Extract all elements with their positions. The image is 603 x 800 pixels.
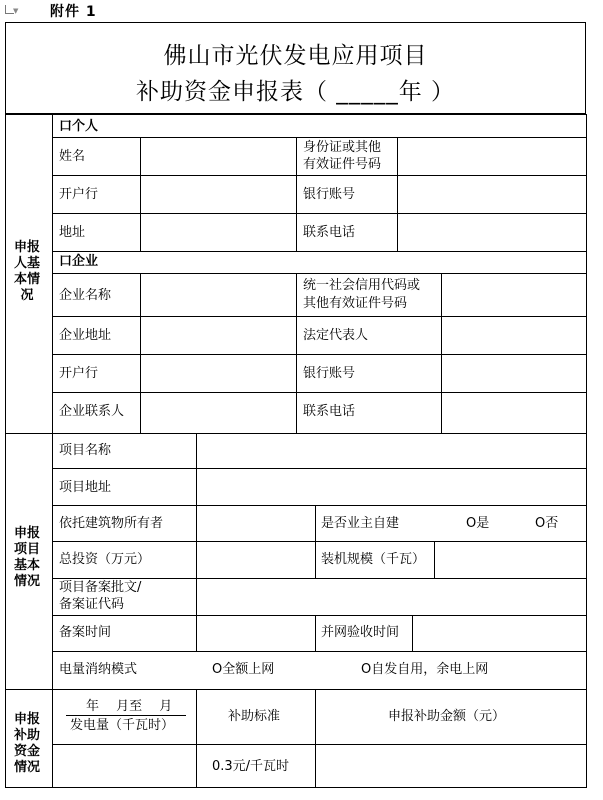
section-applicant-label: 申报 人基 本情 况	[13, 240, 40, 303]
label-standard: 补助标准	[228, 709, 281, 724]
label-period: 年 月至 月	[86, 699, 173, 714]
form-title-line2: 补助资金申报表（ _____年 ）	[135, 79, 456, 105]
individual-checkbox[interactable]: 口个人	[59, 119, 99, 134]
attachment-label: 附件 1	[50, 4, 97, 20]
label-enterprise-bank: 开户行	[59, 366, 99, 381]
label-generation: 发电量（千瓦时）	[70, 718, 175, 733]
radio-no[interactable]: O否	[535, 516, 559, 531]
period-underline	[66, 715, 186, 716]
radio-yes[interactable]: O是	[466, 516, 490, 531]
label-amount: 申报补助金额（元）	[388, 709, 506, 724]
label-project-name: 项目名称	[59, 443, 112, 458]
label-credit-code-1: 统一社会信用代码或	[303, 278, 421, 293]
label-credit-code-2: 其他有效证件号码	[303, 296, 408, 311]
label-phone: 联系电话	[303, 225, 356, 240]
label-address: 地址	[59, 225, 86, 240]
label-investment: 总投资（万元）	[59, 552, 151, 567]
label-legal-rep: 法定代表人	[303, 328, 369, 343]
label-account: 银行账号	[303, 187, 356, 202]
label-enterprise-address: 企业地址	[59, 328, 112, 343]
label-self-built: 是否业主自建	[321, 516, 400, 531]
label-enterprise-contact: 企业联系人	[59, 404, 125, 419]
label-approval-1: 项目备案批文/	[59, 580, 142, 595]
radio-full-grid[interactable]: O全额上网	[212, 662, 275, 677]
label-rate: 0.3元/千瓦时	[212, 759, 290, 774]
label-enterprise-account: 银行账号	[303, 366, 356, 381]
label-name: 姓名	[59, 149, 86, 164]
enterprise-checkbox[interactable]: 口企业	[59, 254, 99, 269]
section-project-label: 申报 项目 基本 情况	[13, 526, 40, 589]
label-enterprise-name: 企业名称	[59, 288, 112, 303]
label-building-owner: 依托建筑物所有者	[59, 516, 164, 531]
label-filing-time: 备案时间	[59, 625, 112, 640]
section-funding-label: 申报 补助 资金 情况	[13, 712, 40, 775]
label-id-number-1: 身份证或其他	[303, 140, 382, 155]
label-approval-2: 备案证代码	[59, 597, 125, 612]
label-bank: 开户行	[59, 187, 99, 202]
label-project-address: 项目地址	[59, 480, 112, 495]
label-capacity: 装机规模（千瓦）	[321, 552, 426, 567]
radio-self-use[interactable]: O自发自用，余电上网	[361, 662, 489, 677]
label-grid-time: 并网验收时间	[321, 625, 400, 640]
dropdown-arrow-icon: ▼	[13, 7, 19, 15]
label-id-number-2: 有效证件号码	[303, 157, 382, 172]
label-consumption-mode: 电量消纳模式	[59, 662, 138, 677]
form-title-line1: 佛山市光伏发电应用项目	[163, 43, 428, 69]
label-enterprise-phone: 联系电话	[303, 404, 356, 419]
